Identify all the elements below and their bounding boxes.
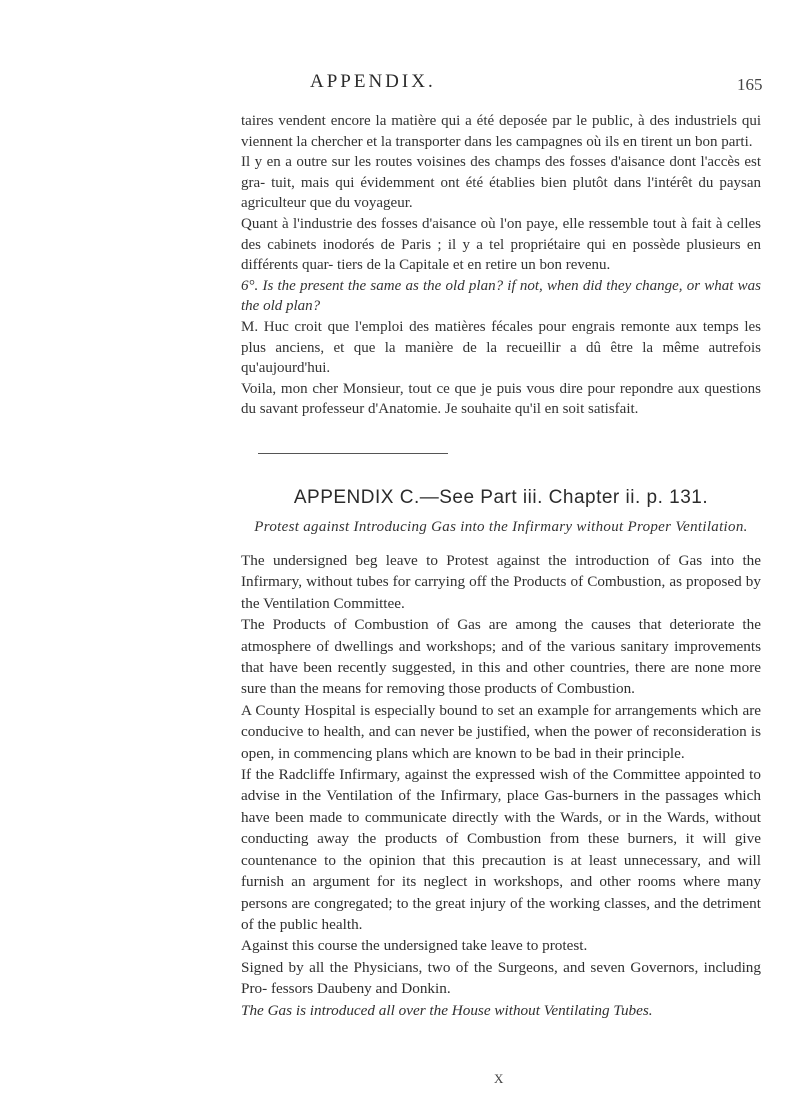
paragraph: taires vendent encore la matière qui a été deposée par le public, à des industriels qui viennent la chercher et la transporter dans les campagnes où ils en tirent un bon parti. [241, 113, 761, 150]
paragraph: Quant à l'industrie des fosses d'aisance où l'on paye, elle ressemble tout à fait à celles des cabinets inodorés de Paris ; il y a tel propriétaire qui en possède plusieurs en différents quar- tiers de la Capitale et en retire un bon revenu. [241, 215, 761, 274]
paragraph: Il y en a outre sur les routes voisines des champs des fosses d'aisance dont l'accès est gra- tuit, mais qui évidemment ont été établies bien plutôt dans l'intérêt du paysan agriculteur que du voyageur. [241, 154, 761, 212]
running-head [0, 71, 800, 101]
closing-note: The Gas is introduced all over the House without Ventilating Tubes. [241, 1001, 653, 1019]
paragraph: A County Hospital is especially bound to set an example for arrangements which are conducive to health, and can never be justified, when the power of reconsideration is open, in commencing plans which are known to be bad in their principle. [241, 701, 761, 762]
paragraph: Against this course the undersigned take leave to protest. [241, 937, 588, 955]
signature-mark: X [494, 1071, 504, 1086]
french-letter-section [241, 111, 761, 420]
paragraph: Voila, mon cher Monsieur, tout ce que je puis vous dire pour repondre aux questions du savant professeur d'Anatomie. Je souhaite qu'il en soit satisfait. [241, 380, 761, 418]
paragraph: M. Huc croit que l'emploi des matières fécales pour engrais remonte aux temps les plus anciens, et que la manière de la recueillir a dû être la même autrefois qu'aujourd'hui. [241, 318, 761, 377]
protest-section [241, 550, 761, 1021]
page-number: 165 [737, 75, 763, 94]
question-paragraph: 6°. Is the present the same as the old plan? if not, when did they change, or what was the old plan? [241, 277, 761, 315]
appendix-subtitle: Protest against Introducing Gas into the Infirmary without Proper Ventilation. [254, 519, 748, 535]
paragraph: The Products of Combustion of Gas are among the causes that deteriorate the atmosphere of dwellings and workshops; and of the various sanitary improvements that have been recently suggested, in this and other countries, there are none more sure than the means for removing those products of Combustion. [241, 616, 761, 698]
paragraph: The undersigned beg leave to Protest against the introduction of Gas into the Infirmary, without tubes for carrying off the Products of Combustion, as proposed by the Ventilation Committee. [241, 552, 761, 612]
paragraph: If the Radcliffe Infirmary, against the expressed wish of the Committee appointed to advise in the Ventilation of the Infirmary, place Gas-burners in the passages which have been made to communicate directly with the Wards, or in the Wards, without conducting away the products of Combustion from these burners, it will give countenance to the opinion that this precaution is at least unnecessary, and will furnish an argument for its neglect in workshops, and other rooms where many persons are congregated; to the great injury of the working classes, and the detriment of the public health. [241, 766, 761, 933]
section-divider [258, 453, 448, 454]
paragraph: Signed by all the Physicians, two of the Surgeons, and seven Governors, including Pro- fessors Daubeny and Donkin. [241, 958, 761, 998]
running-title: APPENDIX. [310, 71, 436, 92]
appendix-heading: APPENDIX C.—See Part iii. Chapter ii. p. 131. [293, 487, 709, 508]
